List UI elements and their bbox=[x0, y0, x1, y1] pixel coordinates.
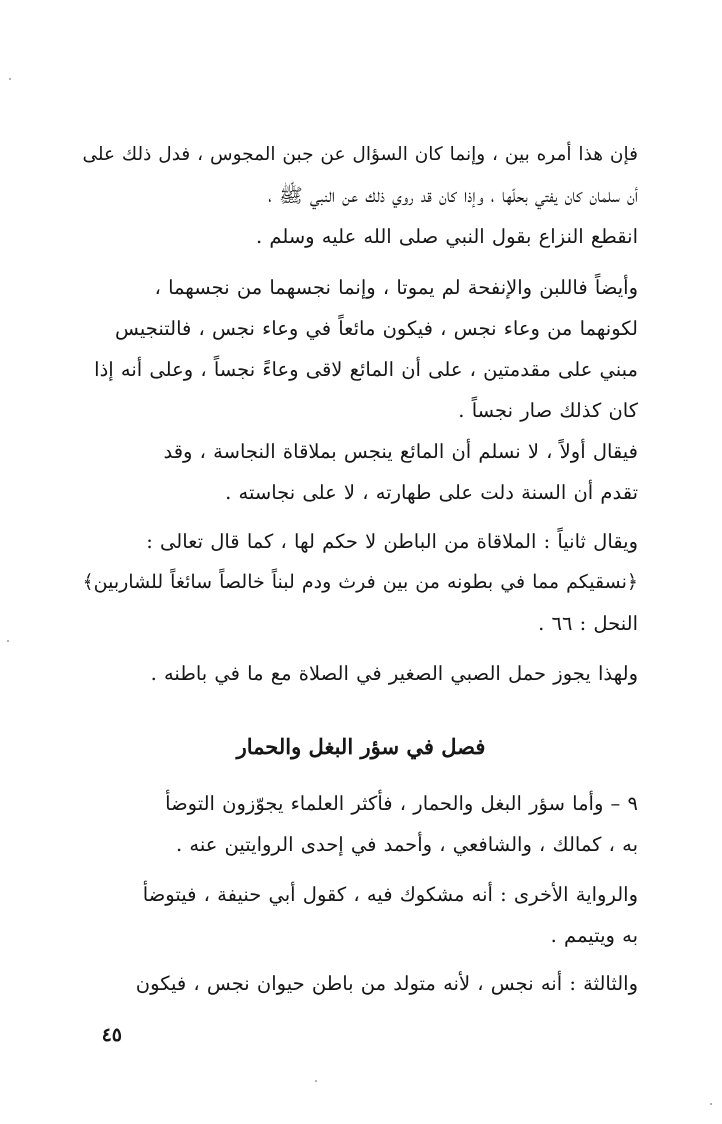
text-line: فيقال أولاً ، لا نسلم أن المائع ينجس بملاقاة النجاسة ، وقد bbox=[163, 440, 638, 463]
paragraph-carrying-child bbox=[80, 653, 638, 694]
paragraph-mule-donkey bbox=[80, 783, 638, 865]
text-line: به ويتيمم . bbox=[550, 924, 638, 947]
verse-citation: النحل : ٦٦ . bbox=[538, 612, 638, 635]
paragraph-second-narration bbox=[80, 874, 638, 956]
text-line: وأيضاً فاللبن والإنفحة لم يموتا ، وإنما نجسهما من نجسهما ، bbox=[154, 276, 638, 299]
text-line: به ، كمالك ، والشافعي ، وأحمد في إحدى الروايتين عنه . bbox=[175, 833, 638, 856]
text-line: ويقال ثانياً : الملاقاة من الباطن لا حكم لها ، كما قال تعالى : bbox=[146, 530, 638, 553]
paragraph-milk-rennet bbox=[80, 267, 638, 431]
margin-speck bbox=[7, 640, 9, 642]
text-line: ٩ – وأما سؤر البغل والحمار ، فأكثر العلماء يجوّزون التوضأ bbox=[165, 792, 638, 815]
paragraph-jubn-ruling bbox=[80, 134, 638, 257]
text-line: أن سلمان كان يفتي بحلّها ، وإذا كان قد روي ذلك عن النبي ﷺ ، bbox=[268, 184, 638, 207]
text-line: انقطع النزاع بقول النبي صلى الله عليه وسلم . bbox=[256, 225, 638, 248]
paragraph-first-reply bbox=[80, 431, 638, 513]
paragraph-third-narration bbox=[80, 963, 638, 1004]
quran-verse: ﴿نسقيكم مما في بطونه من بين فرث ودم لبناً خالصاً سائغاً للشاربين﴾ bbox=[82, 571, 638, 593]
text-line: والرواية الأخرى : أنه مشكوك فيه ، كقول أبي حنيفة ، فيتوضأ bbox=[142, 883, 638, 906]
text-line: والثالثة : أنه نجس ، لأنه متولد من باطن حيوان نجس ، فيكون bbox=[135, 972, 638, 995]
text-line: تقدم أن السنة دلت على طهارته ، لا على نجاسته . bbox=[225, 481, 638, 504]
margin-speck bbox=[710, 1103, 712, 1105]
paragraph-second-reply bbox=[80, 521, 638, 644]
text-line: لكونهما من وعاء نجس ، فيكون مائعاً في وعاء نجس ، فالتنجيس bbox=[115, 317, 638, 340]
text-line: مبني على مقدمتين ، على أن المائع لاقى وعاءً نجساً ، وعلى أنه إذا bbox=[94, 358, 638, 381]
text-line: كان كذلك صار نجساً . bbox=[458, 399, 638, 422]
margin-speck bbox=[9, 78, 11, 80]
margin-speck bbox=[315, 1080, 317, 1082]
text-line: فإن هذا أمره بين ، وإنما كان السؤال عن جبن المجوس ، فدل ذلك على bbox=[82, 144, 638, 165]
page-number: ٤٥ bbox=[101, 1024, 122, 1046]
section-heading: فصل في سؤر البغل والحمار bbox=[236, 734, 486, 759]
text-line: ولهذا يجوز حمل الصبي الصغير في الصلاة مع ما في باطنه . bbox=[150, 662, 638, 685]
